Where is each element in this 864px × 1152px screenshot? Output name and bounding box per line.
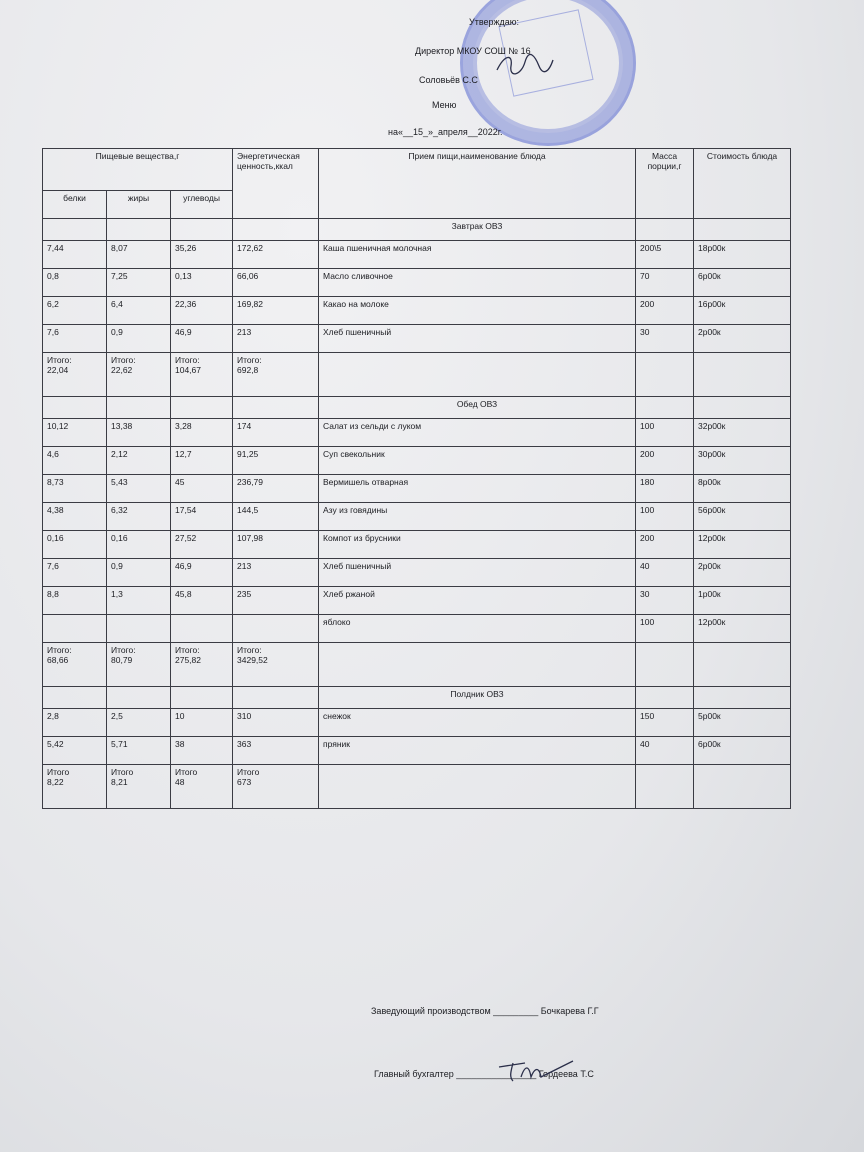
empty-cell	[636, 687, 694, 709]
table-row	[43, 297, 791, 325]
total-label: Итого:	[237, 645, 262, 655]
empty-cell	[171, 687, 233, 709]
protein-value: 8,8	[43, 587, 107, 615]
energy-value: 169,82	[233, 297, 319, 325]
empty-cell	[694, 219, 791, 241]
header-energy: Энергетическая ценность,ккал	[233, 149, 319, 219]
fat-value: 1,3	[107, 587, 171, 615]
total-value: 48	[175, 777, 185, 787]
total-cell	[233, 353, 319, 397]
energy-value: 174	[233, 419, 319, 447]
dish-name: Салат из сельди с луком	[319, 419, 636, 447]
total-label: Итого:	[175, 355, 200, 365]
cost-value: 18р00к	[694, 241, 791, 269]
empty-cell	[636, 219, 694, 241]
carb-value	[171, 615, 233, 643]
total-value: 22,62	[111, 365, 133, 375]
mass-value: 100	[636, 615, 694, 643]
total-label: Итого	[111, 767, 134, 777]
mass-value: 200\5	[636, 241, 694, 269]
mass-value: 40	[636, 559, 694, 587]
total-cell	[233, 643, 319, 687]
empty-cell	[694, 397, 791, 419]
dish-name: снежок	[319, 709, 636, 737]
dish-name: Масло сливочное	[319, 269, 636, 297]
menu-body	[43, 219, 791, 809]
total-value: 673	[237, 777, 252, 787]
energy-value: 172,62	[233, 241, 319, 269]
table-row	[43, 615, 791, 643]
carb-value: 46,9	[171, 559, 233, 587]
total-value: 80,79	[111, 655, 133, 665]
mass-value: 100	[636, 503, 694, 531]
table-row	[43, 531, 791, 559]
protein-value: 4,38	[43, 503, 107, 531]
cost-value: 56р00к	[694, 503, 791, 531]
empty-cell	[107, 397, 171, 419]
protein-value: 4,6	[43, 447, 107, 475]
cost-value: 12р00к	[694, 615, 791, 643]
carb-value: 45,8	[171, 587, 233, 615]
dish-name: Хлеб ржаной	[319, 587, 636, 615]
empty-cell	[43, 219, 107, 241]
cost-value: 30р00к	[694, 447, 791, 475]
fat-value: 5,71	[107, 737, 171, 765]
cost-value: 32р00к	[694, 419, 791, 447]
dish-name: Компот из брусники	[319, 531, 636, 559]
total-cell	[171, 643, 233, 687]
table-row	[43, 559, 791, 587]
mass-value: 70	[636, 269, 694, 297]
protein-value	[43, 615, 107, 643]
table-row	[43, 447, 791, 475]
total-label: Итого:	[47, 355, 72, 365]
chief-accountant-line: Главный бухгалтер ________________ Гордеева Т.С	[374, 1069, 594, 1079]
protein-value: 0,8	[43, 269, 107, 297]
energy-value: 363	[233, 737, 319, 765]
total-label: Итого	[47, 767, 70, 777]
energy-value	[233, 615, 319, 643]
table-row	[43, 503, 791, 531]
cost-value: 6р00к	[694, 737, 791, 765]
energy-value: 144,5	[233, 503, 319, 531]
empty-cell	[107, 219, 171, 241]
empty-cell	[694, 687, 791, 709]
protein-value: 5,42	[43, 737, 107, 765]
menu-title: Меню	[432, 100, 457, 110]
fat-value: 8,07	[107, 241, 171, 269]
fat-value: 0,9	[107, 559, 171, 587]
fat-value: 13,38	[107, 419, 171, 447]
mass-value: 40	[636, 737, 694, 765]
fat-value: 5,43	[107, 475, 171, 503]
table-row	[43, 325, 791, 353]
total-cell	[43, 765, 107, 809]
empty-cell	[233, 397, 319, 419]
table-row	[43, 587, 791, 615]
fat-value: 0,9	[107, 325, 171, 353]
table-row	[43, 475, 791, 503]
total-cell	[43, 353, 107, 397]
production-manager-line: Заведующий производством _________ Бочкарева Г.Г	[371, 1006, 599, 1016]
section-title-row	[43, 219, 791, 241]
cost-value: 16р00к	[694, 297, 791, 325]
protein-value: 2,8	[43, 709, 107, 737]
table-row	[43, 419, 791, 447]
cost-value: 2р00к	[694, 325, 791, 353]
cost-value: 12р00к	[694, 531, 791, 559]
protein-value: 7,44	[43, 241, 107, 269]
fat-value: 2,12	[107, 447, 171, 475]
empty-cell	[694, 353, 791, 397]
header-nutrients: Пищевые вещества,г	[43, 149, 233, 191]
total-value: 8,22	[47, 777, 64, 787]
approve-label: Утверждаю:	[469, 17, 520, 27]
total-label: Итого:	[237, 355, 262, 365]
dish-name: Каша пшеничная молочная	[319, 241, 636, 269]
empty-cell	[233, 687, 319, 709]
fat-value	[107, 615, 171, 643]
menu-table	[42, 148, 791, 809]
dish-name: Хлеб пшеничный	[319, 559, 636, 587]
total-cell	[43, 643, 107, 687]
fat-value: 0,16	[107, 531, 171, 559]
fat-value: 2,5	[107, 709, 171, 737]
dish-name: пряник	[319, 737, 636, 765]
header-fat: жиры	[107, 191, 171, 219]
protein-value: 7,6	[43, 325, 107, 353]
fat-value: 6,4	[107, 297, 171, 325]
cost-value: 2р00к	[694, 559, 791, 587]
table-row	[43, 269, 791, 297]
empty-cell	[171, 219, 233, 241]
empty-cell	[636, 397, 694, 419]
carb-value: 0,13	[171, 269, 233, 297]
protein-value: 7,6	[43, 559, 107, 587]
cost-value: 8р00к	[694, 475, 791, 503]
energy-value: 236,79	[233, 475, 319, 503]
energy-value: 213	[233, 559, 319, 587]
empty-cell	[636, 353, 694, 397]
table-row	[43, 737, 791, 765]
section-title: Обед ОВЗ	[319, 397, 636, 419]
fat-value: 7,25	[107, 269, 171, 297]
total-value: 8,21	[111, 777, 128, 787]
protein-value: 10,12	[43, 419, 107, 447]
carb-value: 27,52	[171, 531, 233, 559]
energy-value: 310	[233, 709, 319, 737]
dish-name: Вермишель отварная	[319, 475, 636, 503]
empty-cell	[694, 765, 791, 809]
carb-value: 10	[171, 709, 233, 737]
table-row	[43, 709, 791, 737]
mass-value: 200	[636, 447, 694, 475]
energy-value: 66,06	[233, 269, 319, 297]
dish-name: яблоко	[319, 615, 636, 643]
total-label: Итого	[237, 767, 260, 777]
empty-cell	[319, 765, 636, 809]
empty-cell	[319, 643, 636, 687]
empty-cell	[319, 353, 636, 397]
fat-value: 6,32	[107, 503, 171, 531]
energy-value: 107,98	[233, 531, 319, 559]
director-name: Соловьёв С.С	[419, 75, 478, 85]
protein-value: 0,16	[43, 531, 107, 559]
section-title-row	[43, 687, 791, 709]
mass-value: 200	[636, 531, 694, 559]
mass-value: 200	[636, 297, 694, 325]
dish-name: Какао на молоке	[319, 297, 636, 325]
total-row	[43, 353, 791, 397]
carb-value: 12,7	[171, 447, 233, 475]
total-label: Итого	[175, 767, 198, 777]
energy-value: 91,25	[233, 447, 319, 475]
section-title-row	[43, 397, 791, 419]
empty-cell	[43, 687, 107, 709]
total-row	[43, 643, 791, 687]
header-mass: Масса порции,г	[636, 149, 694, 219]
carb-value: 46,9	[171, 325, 233, 353]
total-value: 68,66	[47, 655, 69, 665]
total-cell	[107, 353, 171, 397]
total-cell	[233, 765, 319, 809]
total-cell	[171, 765, 233, 809]
total-label: Итого:	[47, 645, 72, 655]
total-label: Итого:	[175, 645, 200, 655]
protein-value: 6,2	[43, 297, 107, 325]
dish-name: Хлеб пшеничный	[319, 325, 636, 353]
dish-name: Суп свекольник	[319, 447, 636, 475]
carb-value: 38	[171, 737, 233, 765]
carb-value: 35,26	[171, 241, 233, 269]
cost-value: 1р00к	[694, 587, 791, 615]
menu-date: на«__15_»_апреля__2022г.	[388, 127, 503, 137]
protein-value: 8,73	[43, 475, 107, 503]
header-dish: Прием пищи,наименование блюда	[319, 149, 636, 219]
energy-value: 213	[233, 325, 319, 353]
total-value: 275,82	[175, 655, 201, 665]
carb-value: 22,36	[171, 297, 233, 325]
cost-value: 5р00к	[694, 709, 791, 737]
empty-cell	[694, 643, 791, 687]
total-value: 104,67	[175, 365, 201, 375]
carb-value: 45	[171, 475, 233, 503]
total-row	[43, 765, 791, 809]
empty-cell	[636, 765, 694, 809]
cost-value: 6р00к	[694, 269, 791, 297]
header-protein: белки	[43, 191, 107, 219]
empty-cell	[171, 397, 233, 419]
total-value: 3429,52	[237, 655, 268, 665]
mass-value: 150	[636, 709, 694, 737]
empty-cell	[107, 687, 171, 709]
header-cost: Стоимость блюда	[694, 149, 791, 219]
dish-name: Азу из говядины	[319, 503, 636, 531]
carb-value: 17,54	[171, 503, 233, 531]
accountant-signature	[495, 1055, 575, 1085]
energy-value: 235	[233, 587, 319, 615]
mass-value: 180	[636, 475, 694, 503]
total-cell	[171, 353, 233, 397]
director-title: Директор МКОУ СОШ № 16	[415, 46, 531, 56]
total-value: 22,04	[47, 365, 69, 375]
carb-value: 3,28	[171, 419, 233, 447]
total-value: 692,8	[237, 365, 259, 375]
empty-cell	[43, 397, 107, 419]
total-label: Итого:	[111, 355, 136, 365]
section-title: Полдник ОВЗ	[319, 687, 636, 709]
total-cell	[107, 643, 171, 687]
header-carb: углеводы	[171, 191, 233, 219]
total-cell	[107, 765, 171, 809]
mass-value: 30	[636, 587, 694, 615]
table-row	[43, 241, 791, 269]
empty-cell	[636, 643, 694, 687]
mass-value: 100	[636, 419, 694, 447]
mass-value: 30	[636, 325, 694, 353]
total-label: Итого:	[111, 645, 136, 655]
section-title: Завтрак ОВЗ	[319, 219, 636, 241]
empty-cell	[233, 219, 319, 241]
